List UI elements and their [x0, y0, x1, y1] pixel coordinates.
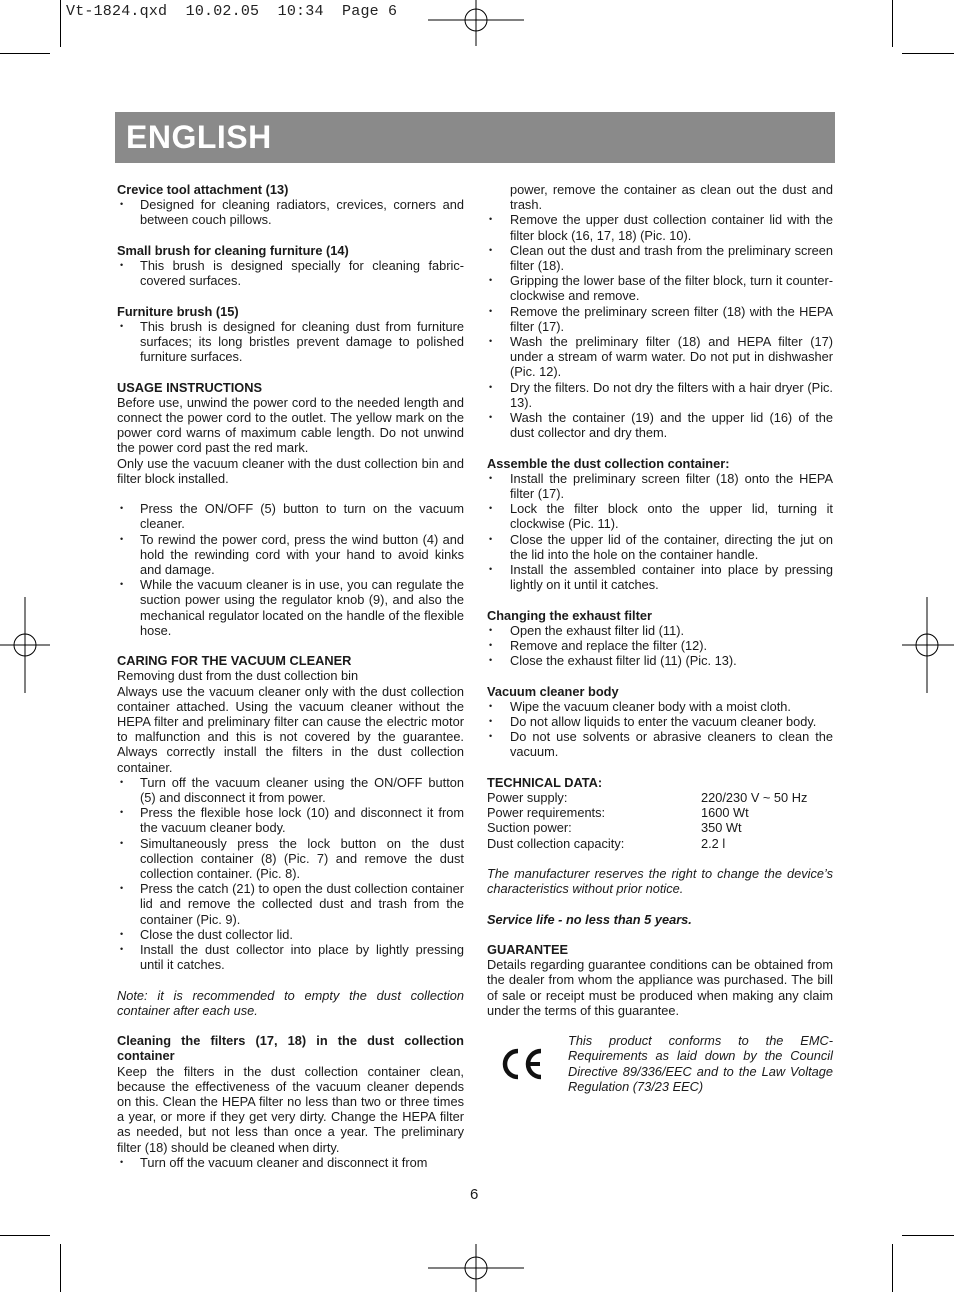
list-item: • Wash the preliminary filter (18) and HEPA filter (17) under a stream of warm water. Do not put in dishwasher (Pic. 12). — [487, 334, 833, 380]
spec-value: 350 Wt — [701, 820, 742, 836]
crop-mark-tr-v — [892, 0, 893, 47]
list-item: • Install the preliminary screen filter (18) onto the HEPA filter (17). — [487, 471, 833, 501]
crop-mark-tr-h — [902, 53, 954, 54]
registration-mark-bottom — [428, 1244, 524, 1292]
ce-conformity-block — [487, 1033, 833, 1095]
right-column — [487, 182, 833, 1095]
table-row — [487, 836, 833, 851]
list-item: • Close the exhaust filter lid (11) (Pic. 13). — [487, 653, 833, 668]
list-item: • Designed for cleaning radiators, crevices, corners and between couch pillows. — [117, 197, 464, 227]
body-title: Vacuum cleaner body — [487, 683, 619, 699]
usage-title: USAGE INSTRUCTIONS — [117, 379, 263, 395]
ce-conformity-text: This product conforms to the EMC-Requirements as laid down by the Council Directive 89/336/EEC and to the Law Voltage Regulation (73/23 EEC) — [568, 1033, 833, 1094]
usage-paragraph: Before use, unwind the power cord to the needed length and connect the power cord to the outlet. The yellow mark on the power cord warns of maximum cable length. Do not unwind the power cord past the red mark. — [117, 394, 464, 456]
small-brush-list — [117, 258, 464, 288]
list-item: • Turn off the vacuum cleaner and disconnect it from — [117, 1155, 464, 1170]
crop-mark-bl-v — [60, 1244, 61, 1292]
print-slug: Vt-1824.qxd 10.02.05 10:34 Page 6 — [66, 3, 398, 20]
registration-mark-right — [902, 597, 954, 693]
spec-label: Dust collection capacity: — [487, 835, 625, 851]
list-item: • While the vacuum cleaner is in use, you can regulate the suction power using the regulator knob (9), and also the mechanical regulator located on the handle of the flexible hose. — [117, 577, 464, 638]
list-item: • Install the dust collector into place by lightly pressing until it catches. — [117, 942, 464, 972]
caring-title: CARING FOR THE VACUUM CLEANER — [117, 653, 352, 669]
manufacturer-note: The manufacturer reserves the right to change the device’s characteristics without prior notice. — [487, 866, 833, 897]
list-item: • Wipe the vacuum cleaner body with a moist cloth. — [487, 699, 833, 714]
crevice-list — [117, 197, 464, 227]
list-item: • Do not use solvents or abrasive cleaners to clean the vacuum. — [487, 729, 833, 759]
spec-value: 2.2 l — [701, 835, 726, 851]
list-item: • Turn off the vacuum cleaner using the ON/OFF button (5) and disconnect it from power. — [117, 775, 464, 805]
list-item: • Close the dust collector lid. — [117, 927, 464, 942]
registration-mark-top — [428, 0, 524, 48]
caring-paragraph: Removing dust from the dust collection bin — [117, 668, 359, 684]
guarantee-text: Details regarding guarantee conditions can be obtained from the dealer from whom the appliance was purchased. The bill of sale or receipt must be produced when making any claim under the terms of this guarantee. — [487, 957, 833, 1018]
ce-mark-icon — [499, 1047, 547, 1081]
language-banner — [115, 112, 835, 163]
usage-paragraph: Only use the vacuum cleaner with the dust collection bin and filter block installed. — [117, 455, 464, 486]
crop-mark-br-v — [892, 1244, 893, 1292]
list-item: • Wash the container (19) and the upper lid (16) of the dust collector and dry them. — [487, 410, 833, 440]
empty-container-note: Note: it is recommended to empty the dust collection container after each use. — [117, 987, 464, 1018]
list-item: • Simultaneously press the lock button on the dust collection container (8) (Pic. 7) and remove the dust collection container. (Pic. 8). — [117, 836, 464, 882]
crevice-title: Crevice tool attachment (13) — [117, 182, 289, 197]
crop-mark-bl-h — [0, 1235, 50, 1236]
list-item: • Close the upper lid of the container, directing the jut on the lid into the hole on the container handle. — [487, 532, 833, 562]
cleaning-paragraph: Keep the filters in the dust collection container clean, because the effectiveness of the vacuum cleaner depends on this. Clean the HEPA filter no less than two or three times a year, or more if they get very dirty. Change the HEPA filter as needed, but not less than once a year. The preliminary filter (18) should be cleaned when dirty. — [117, 1063, 464, 1155]
list-item: • Remove the preliminary screen filter (18) with the HEPA filter (17). — [487, 304, 833, 334]
crop-mark-tl-h — [0, 53, 50, 54]
usage-list — [117, 501, 464, 638]
spec-label: Power supply: — [487, 790, 568, 806]
spec-value: 220/230 V ~ 50 Hz — [701, 790, 808, 806]
page-number: 6 — [470, 1186, 479, 1203]
list-item: • Do not allow liquids to enter the vacuum cleaner body. — [487, 714, 833, 729]
table-row — [487, 790, 833, 805]
exhaust-list — [487, 623, 833, 669]
list-item: • To rewind the power cord, press the wind button (4) and hold the rewinding cord with your hand to avoid kinks and damage. — [117, 532, 464, 578]
crop-mark-br-h — [902, 1235, 954, 1236]
caring-paragraph: Always use the vacuum cleaner only with the dust collection container attached. Using the vacuum cleaner without the HEPA filter and preliminary filter can cause the electric motor to malfunction and this is not covered by the guarantee. Always correctly install the filters in the dust collection container. — [117, 683, 464, 775]
list-item: • Press the catch (21) to open the dust collection container lid and remove the collected dust and trash from the container (Pic. 9). — [117, 881, 464, 927]
list-item: • Dry the filters. Do not dry the filters with a hair dryer (Pic. 13). — [487, 380, 833, 410]
service-life: Service life - no less than 5 years. — [487, 911, 692, 927]
assemble-list — [487, 471, 833, 593]
list-item: • Clean out the dust and trash from the preliminary screen filter (18). — [487, 243, 833, 273]
exhaust-title: Changing the exhaust filter — [487, 607, 652, 623]
caring-list — [117, 775, 464, 973]
cleaning-filters-title: Cleaning the filters (17, 18) in the dust collection container — [117, 1033, 464, 1064]
guarantee-title: GUARANTEE — [487, 942, 569, 958]
furniture-title: Furniture brush (15) — [117, 303, 239, 319]
assemble-title: Assemble the dust collection container: — [487, 455, 730, 471]
small-brush-title: Small brush for cleaning furniture (14) — [117, 242, 349, 258]
list-item: • Remove the upper dust collection container lid with the filter block (16, 17, 18) (Pic. 10). — [487, 212, 833, 242]
filter-cleaning-list — [487, 212, 833, 440]
list-item: • Lock the filter block onto the upper lid, turning it clockwise (Pic. 11). — [487, 501, 833, 531]
furniture-list — [117, 319, 464, 365]
cleaning-list — [117, 1155, 464, 1170]
registration-mark-left — [0, 597, 50, 693]
spec-label: Power requirements: — [487, 805, 606, 821]
list-item: • This brush is designed for cleaning dust from furniture surfaces; its long bristles prevent damage to polished furniture surfaces. — [117, 319, 464, 365]
technical-data-title: TECHNICAL DATA: — [487, 774, 603, 790]
body-list — [487, 699, 833, 760]
spec-value: 1600 Wt — [701, 805, 749, 821]
list-item: • Install the assembled container into place by pressing lightly on it until it catches. — [487, 562, 833, 592]
list-item: • Remove and replace the filter (12). — [487, 638, 833, 653]
table-row — [487, 820, 833, 835]
banner-title: ENGLISH — [126, 119, 272, 155]
list-item: • Press the ON/OFF (5) button to turn on the vacuum cleaner. — [117, 501, 464, 531]
table-row — [487, 805, 833, 820]
list-item: • Gripping the lower base of the filter block, turn it counter-clockwise and remove. — [487, 273, 833, 303]
technical-data-table — [487, 790, 833, 851]
list-item: • Open the exhaust filter lid (11). — [487, 623, 833, 638]
left-column — [117, 182, 464, 1170]
continued-text: power, remove the container as clean out the dust and trash. — [510, 182, 833, 213]
spec-label: Suction power: — [487, 820, 572, 836]
list-item: • This brush is designed specially for cleaning fabric-covered surfaces. — [117, 258, 464, 288]
list-item: • Press the flexible hose lock (10) and disconnect it from the vacuum cleaner body. — [117, 805, 464, 835]
crop-mark-tl-v — [60, 0, 61, 47]
